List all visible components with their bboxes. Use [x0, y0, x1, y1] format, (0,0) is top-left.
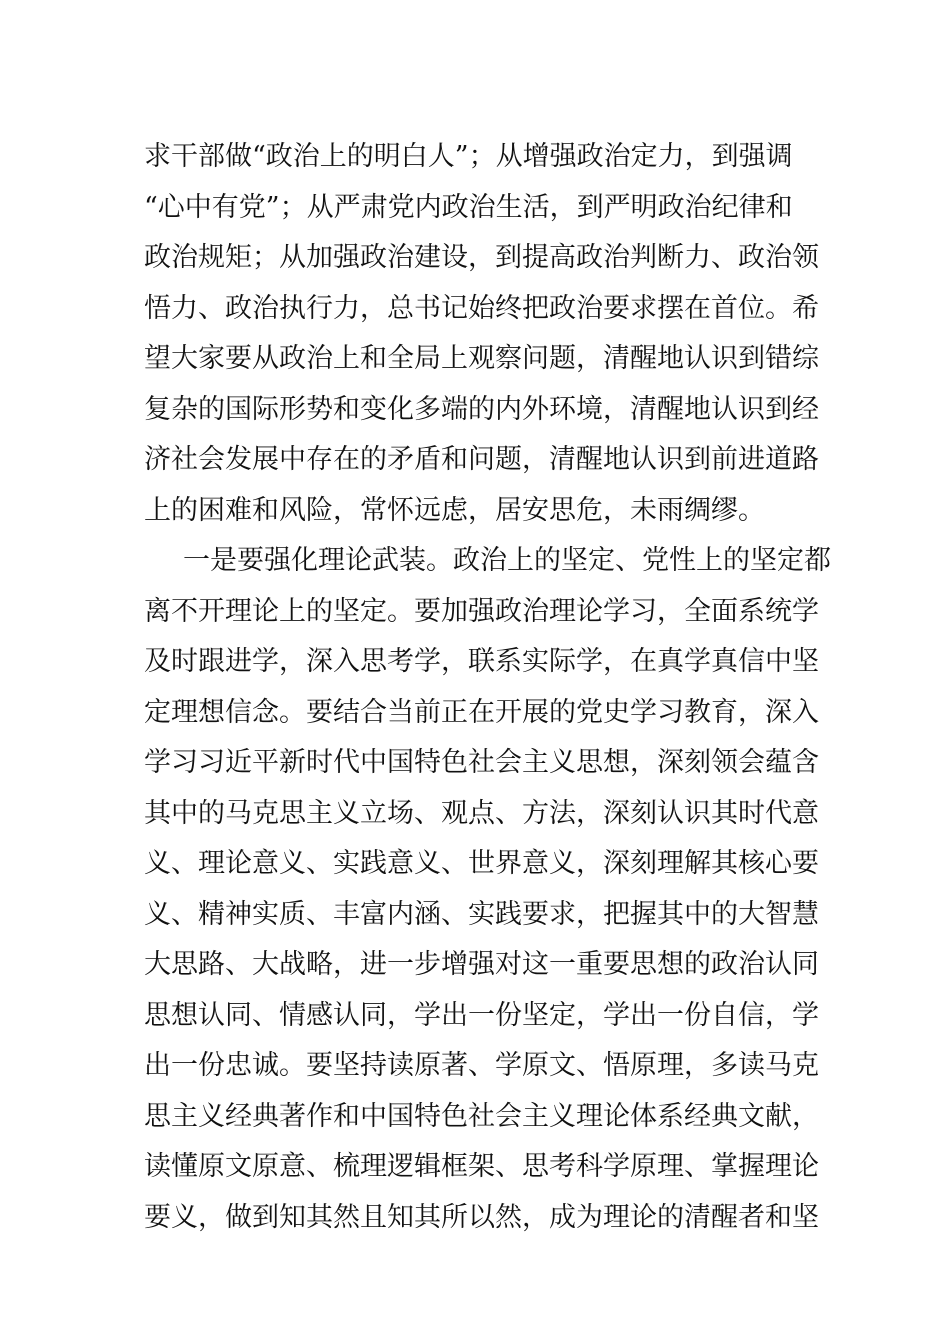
- text-line: 求干部做“政治上的明白人”；从增强政治定力，到强调: [144, 141, 793, 172]
- text-line: 上的困难和风险，常怀远虑，居安思危，未雨绸缪。: [144, 494, 765, 526]
- text-line: “心中有党”；从严肃党内政治生活，到严明政治纪律和: [144, 191, 793, 223]
- text-line: 定理想信念。要结合当前正在开展的党史学习教育，深入: [144, 696, 819, 728]
- text-line: 悟力、政治执行力，总书记始终把政治要求摆在首位。希: [144, 292, 819, 324]
- text-line: 义、理论意义、实践意义、世界意义，深刻理解其核心要: [144, 848, 819, 879]
- text-line: 离不开理论上的坚定。要加强政治理论学习，全面系统学: [144, 595, 819, 627]
- text-line: 及时跟进学，深入思考学，联系实际学，在真学真信中坚: [144, 646, 819, 677]
- text-line: 思主义经典著作和中国特色社会主义理论体系经典文献，: [144, 1100, 819, 1132]
- text-line: 复杂的国际形势和变化多端的内外环境，清醒地认识到经: [144, 393, 819, 425]
- paragraph-start-line: 一是要强化理论武装。政治上的坚定、党性上的坚定都: [183, 545, 831, 576]
- text-line: 义、精神实质、丰富内涵、实践要求，把握其中的大智慧: [144, 898, 819, 930]
- text-line: 其中的马克思主义立场、观点、方法，深刻认识其时代意: [144, 797, 819, 829]
- text-line: 学习习近平新时代中国特色社会主义思想，深刻领会蕴含: [144, 747, 819, 778]
- text-line: 要义，做到知其然且知其所以然，成为理论的清醒者和坚: [144, 1201, 819, 1233]
- text-line: 读懂原文原意、梳理逻辑框架、思考科学原理、掌握理论: [144, 1151, 819, 1182]
- text-line: 大思路、大战略，进一步增强对这一重要思想的政治认同: [144, 949, 819, 980]
- text-line: 思想认同、情感认同，学出一份坚定，学出一份自信，学: [144, 999, 819, 1031]
- text-line: 望大家要从政治上和全局上观察问题，清醒地认识到错综: [144, 343, 819, 374]
- text-line: 政治规矩；从加强政治建设，到提高政治判断力、政治领: [144, 242, 819, 273]
- body-text: [144, 132, 831, 1243]
- text-line: 出一份忠诚。要坚持读原著、学原文、悟原理，多读马克: [144, 1050, 819, 1081]
- text-line: 济社会发展中存在的矛盾和问题，清醒地认识到前进道路: [144, 444, 819, 475]
